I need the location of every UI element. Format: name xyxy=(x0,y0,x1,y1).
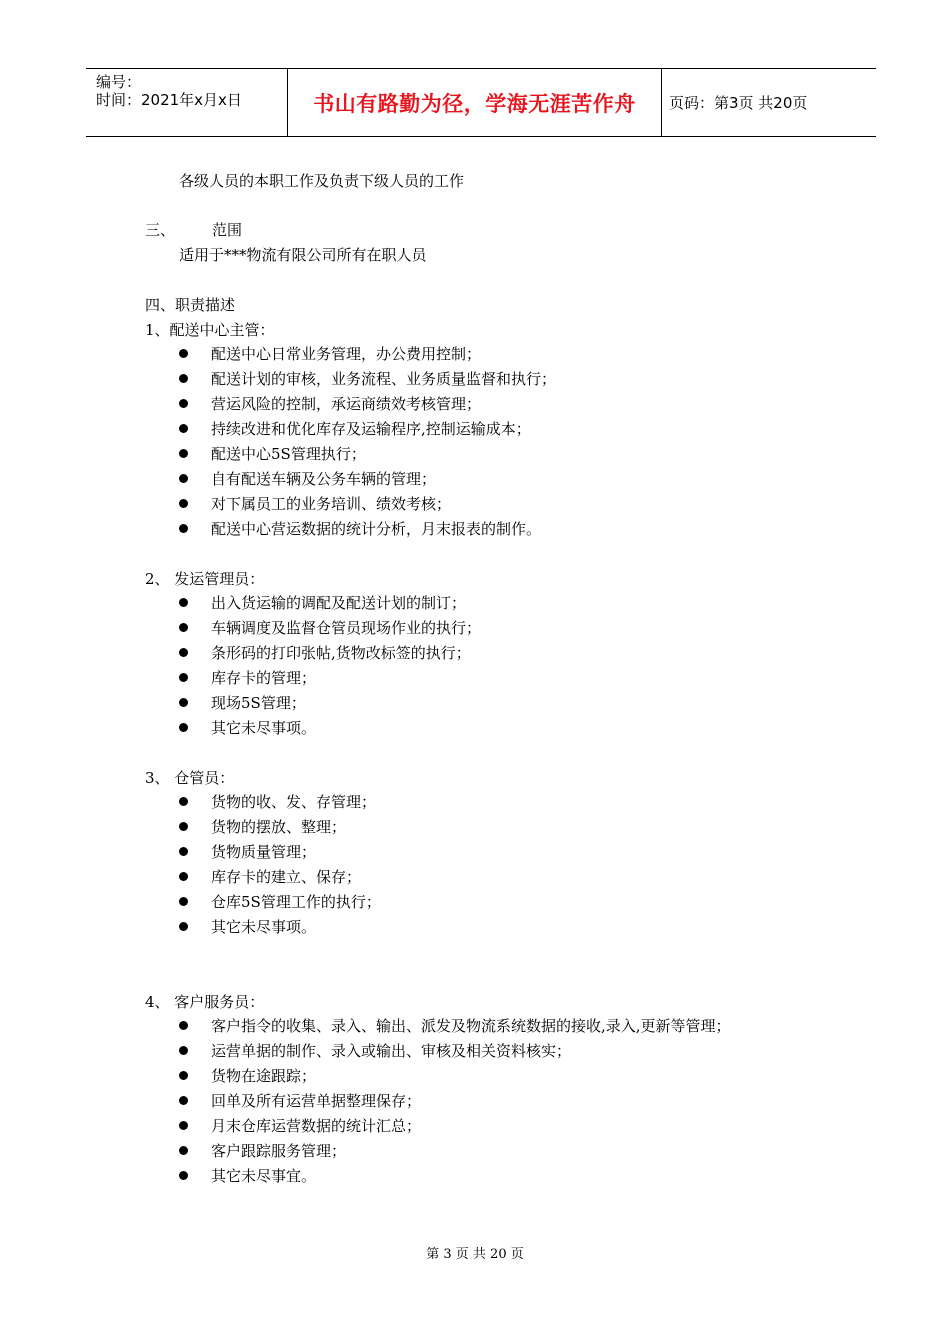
list-item: 仓库5S管理工作的执行； xyxy=(211,893,381,911)
bullet-icon xyxy=(179,1146,188,1155)
list-item: 车辆调度及监督仓管员现场作业的执行； xyxy=(211,619,482,637)
bullet-icon xyxy=(179,922,188,931)
bullet-icon xyxy=(179,1021,188,1030)
bullet-icon xyxy=(179,872,188,881)
bullet-icon xyxy=(179,648,188,657)
list-item: 自有配送车辆及公务车辆的管理； xyxy=(211,470,437,488)
header-motto: 书山有路勤为径，学海无涯苦作舟 xyxy=(313,92,636,116)
bullet-icon xyxy=(179,847,188,856)
bullet-icon xyxy=(179,499,188,508)
list-item: 客户指令的收集、录入、输出、派发及物流系统数据的接收,录入,更新等管理； xyxy=(211,1017,731,1035)
bullet-icon xyxy=(179,1121,188,1130)
bullet-icon xyxy=(179,822,188,831)
document-date-label: 时间：2021年x月x日 xyxy=(96,91,242,109)
bullet-icon xyxy=(179,474,188,483)
header-page-number: 页码：第3页 共20页 xyxy=(669,94,808,112)
bullet-icon xyxy=(179,1171,188,1180)
list-item: 其它未尽事项。 xyxy=(211,918,317,936)
role-title: 4、 客户服务员： xyxy=(145,993,265,1011)
list-item: 库存卡的建立、保存； xyxy=(211,868,362,886)
bullet-icon xyxy=(179,424,188,433)
bullet-icon xyxy=(179,1071,188,1080)
role-title: 3、 仓管员： xyxy=(145,769,235,787)
section-3-number: 三、 xyxy=(145,221,176,239)
bullet-icon xyxy=(179,723,188,732)
section-3-title: 范围 xyxy=(212,221,243,239)
bullet-icon xyxy=(179,374,188,383)
list-item: 对下属员工的业务培训、绩效考核； xyxy=(211,495,452,513)
bullet-icon xyxy=(179,399,188,408)
list-item: 现场5S管理； xyxy=(211,694,306,712)
list-item: 配送中心营运数据的统计分析，月末报表的制作。 xyxy=(211,520,542,538)
bullet-icon xyxy=(179,897,188,906)
header-page-cell xyxy=(661,69,876,136)
list-item: 运营单据的制作、录入或输出、审核及相关资料核实； xyxy=(211,1042,572,1060)
page-header xyxy=(86,68,876,137)
bullet-icon xyxy=(179,673,188,682)
list-item: 出入货运输的调配及配送计划的制订； xyxy=(211,594,467,612)
section-3-body: 适用于***物流有限公司所有在职人员 xyxy=(179,246,427,264)
bullet-icon xyxy=(179,349,188,358)
list-item: 货物质量管理； xyxy=(211,843,317,861)
list-item: 库存卡的管理； xyxy=(211,669,317,687)
bullet-icon xyxy=(179,1096,188,1105)
section-4-title: 四、职责描述 xyxy=(145,296,236,314)
list-item: 配送中心日常业务管理，办公费用控制； xyxy=(211,345,482,363)
list-item: 货物的收、发、存管理； xyxy=(211,793,377,811)
list-item: 配送中心5S管理执行； xyxy=(211,445,366,463)
role-title: 1、配送中心主管： xyxy=(145,321,275,339)
list-item: 月末仓库运营数据的统计汇总； xyxy=(211,1117,422,1135)
list-item: 货物在途跟踪； xyxy=(211,1067,317,1085)
bullet-icon xyxy=(179,598,188,607)
list-item: 条形码的打印张帖,货物改标签的执行； xyxy=(211,644,471,662)
list-item: 其它未尽事宜。 xyxy=(211,1167,317,1185)
bullet-icon xyxy=(179,524,188,533)
bullet-icon xyxy=(179,698,188,707)
list-item: 持续改进和优化库存及运输程序,控制运输成本； xyxy=(211,420,531,438)
role-title: 2、 发运管理员： xyxy=(145,570,265,588)
bullet-icon xyxy=(179,797,188,806)
list-item: 回单及所有运营单据整理保存； xyxy=(211,1092,422,1110)
list-item: 其它未尽事项。 xyxy=(211,719,317,737)
list-item: 客户跟踪服务管理； xyxy=(211,1142,347,1160)
list-item: 营运风险的控制，承运商绩效考核管理； xyxy=(211,395,482,413)
bullet-icon xyxy=(179,623,188,632)
intro-paragraph: 各级人员的本职工作及负责下级人员的工作 xyxy=(179,172,465,190)
document-number-label: 编号： xyxy=(96,73,142,91)
bullet-icon xyxy=(179,449,188,458)
bullet-icon xyxy=(179,1046,188,1055)
header-left-cell xyxy=(86,69,286,136)
list-item: 配送计划的审核，业务流程、业务质量监督和执行； xyxy=(211,370,557,388)
page-footer: 第 3 页 共 20 页 xyxy=(426,1247,524,1262)
list-item: 货物的摆放、整理； xyxy=(211,818,347,836)
header-motto-cell xyxy=(287,69,662,136)
